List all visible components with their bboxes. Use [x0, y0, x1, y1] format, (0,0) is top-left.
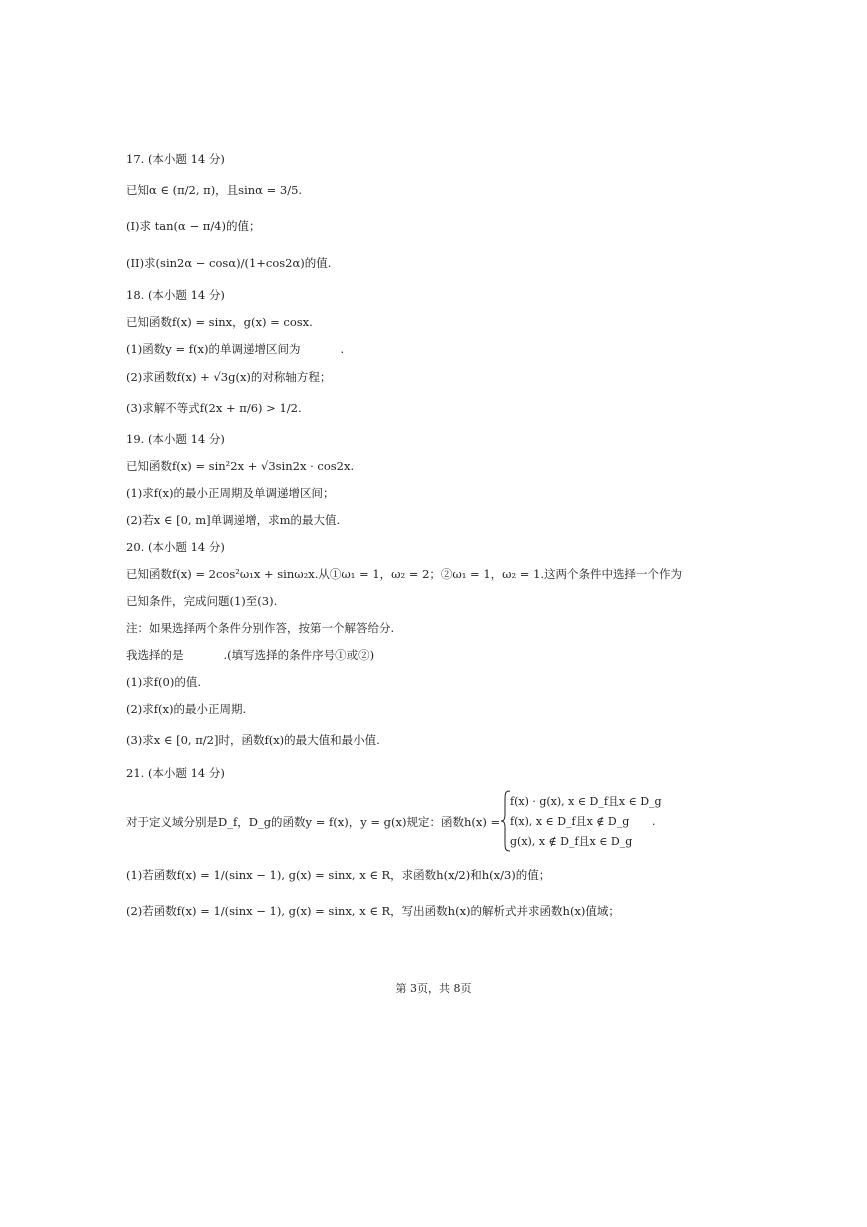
problem-18-question-1 — [126, 341, 344, 357]
problem-18-question-2: (2)求函数f(x) + √3g(x)的对称轴方程； — [126, 370, 332, 384]
problem-17-question-2: (II)求(sin2α − cosα)/(1+cos2α)的值. — [126, 256, 332, 270]
problem-21-heading: 21. (本小题 14 分) — [126, 766, 225, 780]
page-number-footer: 第 3页，共 8页 — [395, 982, 472, 995]
problem-20-question-3: (3)求x ∈ [0, π/2]时，函数f(x)的最大值和最小值. — [126, 733, 380, 747]
problem-18-question-1-text: (1)函数y = f(x)的单调递增区间为 — [126, 342, 301, 356]
piecewise-case-3: g(x), x ∉ D_f且x ∈ D_g — [510, 835, 633, 848]
problem-20-note: 注：如果选择两个条件分别作答，按第一个解答给分. — [126, 621, 395, 635]
problem-20-question-2: (2)求f(x)的最小正周期. — [126, 702, 247, 716]
problem-17-question-1: (I)求 tan(α − π/4)的值； — [126, 219, 261, 233]
problem-20-choice-text: 我选择的是 — [126, 648, 184, 662]
problem-21-given: 对于定义域分别是D_f，D_g的函数y = f(x)，y = g(x)规定：函数h(x) = — [126, 815, 501, 829]
problem-20-given-continued: 已知条件，完成问题(1)至(3). — [126, 594, 278, 608]
problem-20-choice-end: .(填写选择的条件序号①或②) — [223, 648, 375, 662]
problem-19-question-2: (2)若x ∈ [0, m]单调递增，求m的最大值. — [126, 513, 341, 527]
problem-21-question-1: (1)若函数f(x) = 1/(sinx − 1), g(x) = sinx, x ∈ R，求函数h(x/2)和h(x/3)的值； — [126, 868, 551, 882]
problem-17-heading: 17. (本小题 14 分) — [126, 152, 225, 166]
problem-20-question-1: (1)求f(0)的值. — [126, 675, 201, 689]
piecewise-case-1: f(x) · g(x), x ∈ D_f且x ∈ D_g — [510, 795, 662, 808]
piecewise-case-2: f(x), x ∈ D_f且x ∉ D_g — [510, 815, 630, 828]
problem-17-given: 已知α ∈ (π/2, π)，且sinα = 3/5. — [126, 183, 303, 197]
problem-19-heading: 19. (本小题 14 分) — [126, 432, 225, 446]
problem-19-question-1: (1)求f(x)的最小正周期及单调递增区间； — [126, 486, 335, 500]
problem-19-given: 已知函数f(x) = sin²2x + √3sin2x · cos2x. — [126, 459, 355, 473]
problem-20-heading: 20. (本小题 14 分) — [126, 540, 225, 554]
problem-18-heading: 18. (本小题 14 分) — [126, 288, 225, 302]
problem-20-choice — [126, 647, 374, 663]
problem-18-question-3: (3)求解不等式f(2x + π/6) > 1/2. — [126, 401, 302, 415]
problem-21-given-end: . — [652, 815, 656, 828]
problem-21-question-2: (2)若函数f(x) = 1/(sinx − 1), g(x) = sinx, x ∈ R，写出函数h(x)的解析式并求函数h(x)值域； — [126, 904, 620, 918]
problem-18-question-1-end: . — [340, 342, 345, 356]
problem-18-given: 已知函数f(x) = sinx，g(x) = cosx. — [126, 315, 313, 329]
problem-20-given: 已知函数f(x) = 2cos²ω₁x + sinω₂x.从①ω₁ = 1，ω₂ = 2；②ω₁ = 1，ω₂ = 1.这两个条件中选择一个作为 — [126, 567, 683, 581]
